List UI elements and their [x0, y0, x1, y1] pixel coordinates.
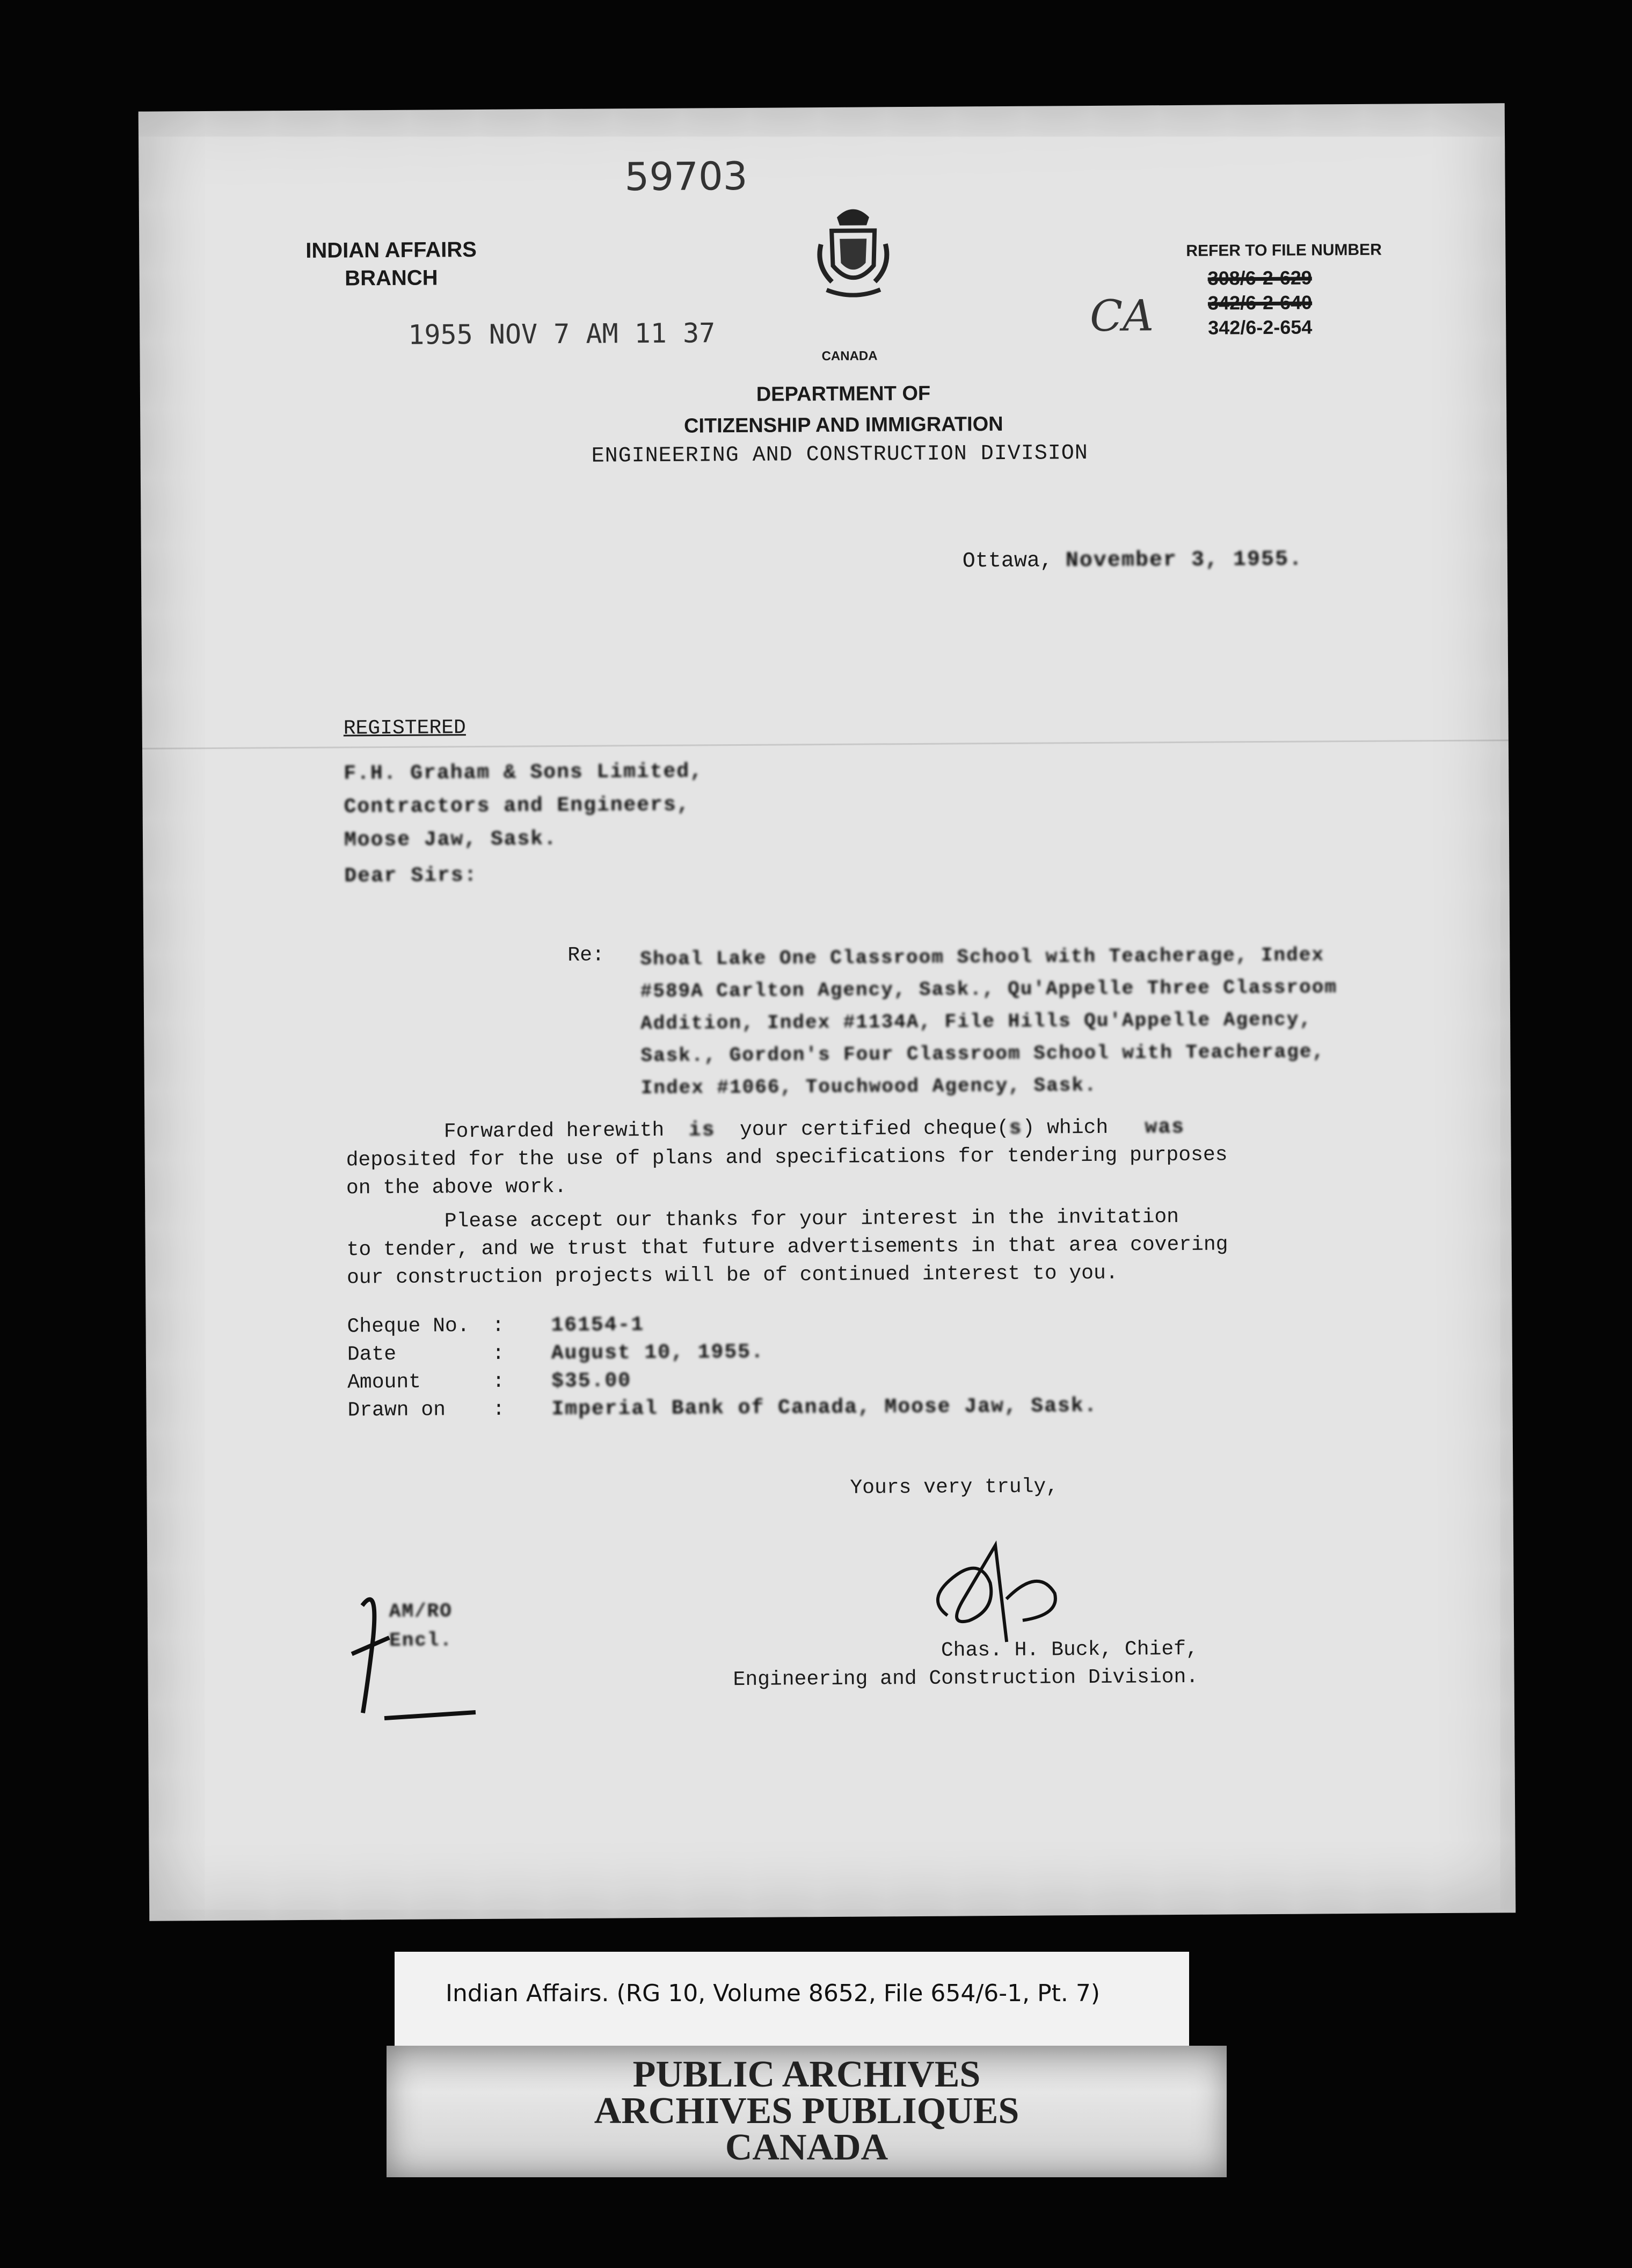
cheque-value: 16154-1 — [551, 1313, 645, 1337]
cheque-row — [347, 1364, 1097, 1397]
paragraph-forwarded — [346, 1113, 1228, 1202]
re-subject — [640, 939, 1338, 1104]
address-line-3: Moose Jaw, Sask. — [344, 827, 558, 852]
coat-caption: CANADA — [821, 348, 878, 364]
file-number-3: 342/6-2-654 — [1208, 316, 1313, 339]
department-heading — [596, 377, 1091, 442]
initials-line-2: Encl. — [389, 1629, 453, 1652]
re-line-5: Index #1066, Touchwood Agency, Sask. — [640, 1074, 1097, 1100]
paragraph-1-line-2: deposited for the use of plans and specifications for tendering purposes — [346, 1143, 1228, 1172]
cheque-details — [347, 1309, 1097, 1425]
cheque-label: Cheque No. — [347, 1314, 470, 1339]
initials-line-1: AM/RO — [389, 1600, 453, 1623]
branch-line-2: BRANCH — [345, 266, 438, 290]
p1-text-b: is — [688, 1118, 716, 1142]
signer-line-2: Engineering and Construction Division. — [733, 1665, 1199, 1692]
stamp-number: 59703 — [624, 153, 748, 200]
letter-page — [139, 103, 1516, 1921]
typist-initials — [352, 1597, 453, 1655]
re-line-3: Addition, Index #1134A, File Hills Qu'Appelle Agency, — [640, 1008, 1313, 1035]
archives-line-2: ARCHIVES PUBLIQUES — [594, 2090, 1019, 2132]
fold-line — [142, 739, 1509, 750]
cheque-row — [347, 1392, 1097, 1425]
cheque-label: Amount — [347, 1370, 421, 1394]
cheque-label: Date — [347, 1342, 397, 1366]
p1-text-d: s — [1009, 1116, 1023, 1140]
registered-label: REGISTERED — [343, 716, 466, 740]
cheque-colon: : — [492, 1370, 505, 1393]
address-line-2: Contractors and Engineers, — [344, 793, 690, 819]
cheque-label: Drawn on — [347, 1398, 446, 1422]
archives-banner — [387, 2046, 1227, 2177]
re-line-1: Shoal Lake One Classroom School with Teacherage, Index — [640, 944, 1325, 971]
cheque-value: August 10, 1955. — [551, 1340, 764, 1365]
closing: Yours very truly, — [850, 1475, 1059, 1500]
handwritten-ca-mark: CA — [1089, 290, 1154, 341]
cheque-colon: : — [492, 1314, 505, 1337]
archives-line-1: PUBLIC ARCHIVES — [632, 2054, 981, 2095]
p1-text-f: was — [1145, 1115, 1185, 1139]
file-number-2: 342/6-2-640 — [1207, 291, 1313, 314]
paragraph-thanks — [346, 1203, 1228, 1292]
re-label: Re: — [567, 943, 604, 967]
recipient-address — [344, 755, 704, 857]
letter-date-line — [963, 548, 1303, 574]
cheque-colon: : — [492, 1342, 505, 1365]
p1-text-c: your certified cheque( — [739, 1116, 1009, 1142]
archive-reference-label — [395, 1952, 1189, 2046]
p1-text-e: ) which — [1022, 1116, 1109, 1140]
cheque-row — [347, 1309, 1097, 1341]
received-date-stamp: 1955 NOV 7 AM 11 37 — [408, 317, 716, 351]
re-line-4: Sask., Gordon's Four Classroom School with Teacherage, — [640, 1041, 1325, 1067]
letter-date: November 3, 1955. — [1065, 547, 1303, 573]
signer-line-1: Chas. H. Buck, Chief, — [941, 1637, 1198, 1662]
division-heading: ENGINEERING AND CONSTRUCTION DIVISION — [591, 441, 1088, 469]
salutation: Dear Sirs: — [344, 863, 478, 888]
paragraph-2-line-3: our construction projects will be of continued interest to you. — [346, 1261, 1118, 1290]
coat-of-arms-icon — [810, 201, 897, 303]
letter-place: Ottawa, — [962, 549, 1053, 574]
p1-text-a: Forwarded herewith — [443, 1118, 665, 1144]
cheque-value: Imperial Bank of Canada, Moose Jaw, Sask. — [551, 1394, 1098, 1421]
paragraph-2-line-2: to tender, and we trust that future advertisements in that area covering — [346, 1233, 1228, 1262]
p2-text-1: Please accept our thanks for your interest in the invitation — [444, 1205, 1179, 1233]
archive-reference-text: Indian Affairs. (RG 10, Volume 8652, File 654/6-1, Pt. 7) — [446, 1980, 1100, 2007]
refer-label: REFER TO FILE NUMBER — [1186, 241, 1382, 260]
archives-text — [387, 2056, 1227, 2166]
archives-line-3: CANADA — [725, 2127, 888, 2168]
cheque-row — [347, 1336, 1097, 1369]
file-numbers — [1208, 265, 1313, 340]
signer-block — [733, 1635, 1198, 1694]
file-number-1: 308/6-2-629 — [1207, 266, 1312, 289]
cheque-colon: : — [492, 1398, 505, 1421]
branch-line-1: INDIAN AFFAIRS — [305, 237, 477, 263]
cheque-value: $35.00 — [551, 1369, 632, 1393]
branch-heading — [305, 236, 477, 293]
re-line-2: #589A Carlton Agency, Sask., Qu'Appelle Three Classroom — [640, 976, 1338, 1003]
address-line-1: F.H. Graham & Sons Limited, — [344, 760, 704, 786]
department-line-2: CITIZENSHIP AND IMMIGRATION — [683, 412, 1003, 438]
department-line-1: DEPARTMENT OF — [756, 382, 931, 406]
paragraph-1-line-3: on the above work. — [346, 1175, 567, 1200]
